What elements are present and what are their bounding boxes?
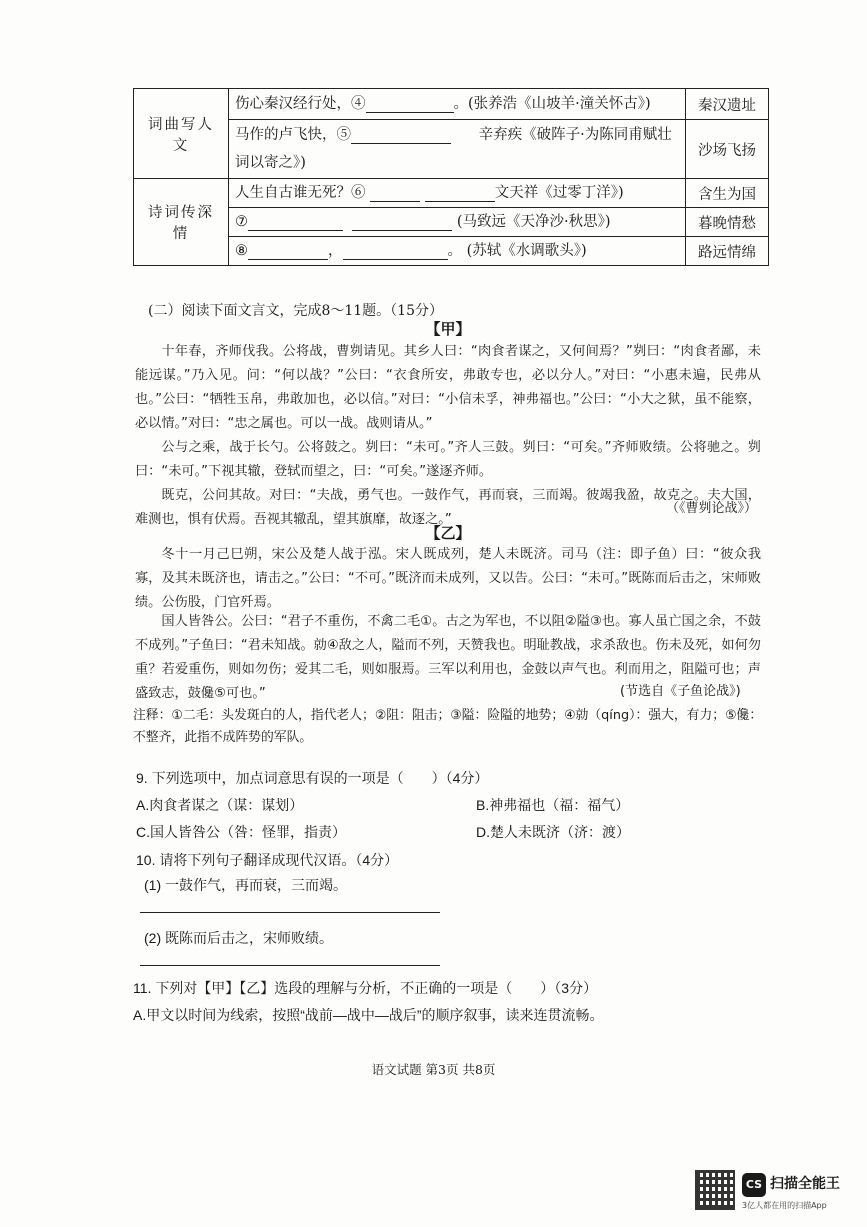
table-row <box>134 89 769 120</box>
qr-code-icon <box>695 1170 735 1210</box>
option-b[interactable]: B.神弗福也（福：福气） <box>476 797 630 813</box>
section-title: (二）阅读下面文言文，完成8～11题。（15分） <box>148 303 443 319</box>
passage-paragraph: 国人皆咎公。公曰：“君子不重伤，不禽二毛①。古之为军也，不以阻②隘③也。寡人虽亡国之余，不鼓不成列。”子鱼曰：“君未知战。勍④敌之人，隘而不列，天赞我也。明耻教战，求杀敌也。伤未及死，如何勿重？若爱重伤，则如勿伤；爱其二毛，则如服焉。三军以利用也，金鼓以声气也。利而用之，阻隘可也；声盛致志，鼓儳⑤可也。” <box>135 614 761 701</box>
page-footer: 语文试题 第3页 共8页 <box>371 1062 496 1077</box>
passage-source: (节选自《子鱼论战》) <box>620 684 741 699</box>
question-10: 10. 请将下列句子翻译成现代汉语。（4分） <box>136 852 399 868</box>
passage-paragraph: 十年春，齐师伐我。公将战，曹刿请见。其乡人曰：“肉食者谋之，又何间焉？”刿曰：“肉食者鄙，未能远谋。”乃入见。问：“何以战？”公曰：“衣食所安，弗敢专也，必以分人。”对曰：“小惠未遍，民弗从也。”公曰：“牺牲玉帛，弗敢加也，必以信。”对曰：“小信未孚，神弗福也。”公曰：“小大之狱，虽不能察，必以情。”对曰：“忠之属也。可以一战。战则请从。” <box>135 344 761 431</box>
fill-blank[interactable] <box>370 185 420 202</box>
answer-line[interactable] <box>140 965 440 966</box>
question-9: 9. 下列选项中，加点词意思有误的一项是（ ）（4分） <box>136 770 489 786</box>
passage-paragraph: 公与之乘，战于长勺。公将鼓之。刿曰：“未可。”齐人三鼓。刿曰：“可矣。”齐师败绩。公将驰之。刿曰：“未可。”下视其辙，登轼而望之，曰：“可矣。”遂逐齐师。 <box>135 440 761 479</box>
fill-blank[interactable] <box>352 214 452 231</box>
passage-jia-label: 【甲】 <box>425 320 471 338</box>
theme-cell: 暮晚情愁 <box>686 208 769 237</box>
poem-line-cell: ⑧ ， 。 (苏轼《水调歌头》) <box>229 237 686 266</box>
answer-line[interactable] <box>140 912 440 913</box>
camscanner-logo-icon: CS <box>742 1173 766 1197</box>
fill-blank[interactable] <box>351 127 451 144</box>
option-d[interactable]: D.楚人未既济（济：渡） <box>476 824 630 840</box>
poem-line-cell: ⑦ (马致远《天净沙·秋思》) <box>229 208 686 237</box>
watermark-name: 扫描全能王 <box>770 1176 840 1192</box>
category-cell: 诗词传深情 <box>134 179 229 266</box>
table-row <box>134 120 769 179</box>
question-10-item-2: (2) 既陈而后击之，宋师败绩。 <box>144 930 333 946</box>
poem-table <box>133 88 769 266</box>
poem-line-cell: 人生自古谁无死？⑥ 文天祥《过零丁洋》) <box>229 179 686 208</box>
question-10-item-1: (1) 一鼓作气，再而衰，三而竭。 <box>144 877 347 893</box>
table-row <box>134 237 769 266</box>
option-c[interactable]: C.国人皆咎公（咎：怪罪，指责） <box>136 824 346 840</box>
fill-blank[interactable] <box>425 185 495 202</box>
table-row <box>134 179 769 208</box>
category-cell: 词曲写人文 <box>134 89 229 179</box>
fill-blank[interactable] <box>343 243 448 260</box>
fill-blank[interactable] <box>248 243 328 260</box>
theme-cell: 路远情绵 <box>686 237 769 266</box>
watermark-subtitle: 3亿人都在用的扫描App <box>742 1201 827 1210</box>
option-a[interactable]: A.肉食者谋之（谋：谋划） <box>136 797 304 813</box>
passage-yi-label: 【乙】 <box>425 524 471 542</box>
passage-paragraph: 冬十一月己巳朔，宋公及楚人战于泓。宋人既成列，楚人未既济。司马（注：即子鱼）曰：“彼众我寡，及其未既济也，请击之。”公曰：“不可。”既济而未成列，又以告。公曰：“未可。”既陈而后击之，宋师败绩。公伤股，门官歼焉。 <box>135 547 761 610</box>
fill-blank[interactable] <box>248 214 343 231</box>
theme-cell: 含生为国 <box>686 179 769 208</box>
option-a[interactable]: A.甲文以时间为线索，按照“战前—战中—战后”的顺序叙事，读来连贯流畅。 <box>133 1007 604 1023</box>
theme-cell: 秦汉遗址 <box>686 89 769 120</box>
table-row <box>134 208 769 237</box>
poem-line-cell: 伤心秦汉经行处，④ 。(张养浩《山坡羊·潼关怀古》) <box>229 89 686 120</box>
fill-blank[interactable] <box>366 96 454 113</box>
passage-paragraph: 既克，公问其故。对曰：“夫战，勇气也。一鼓作气，再而衰，三而竭。彼竭我盈，故克之。夫大国，难测也，惧有伏焉。吾视其辙乱，望其旗靡，故逐之。” <box>135 488 761 527</box>
annotation-notes: 注释：①二毛：头发斑白的人，指代老人；②阻：阻击；③隘：险隘的地势；④勍（qíng）：强大，有力；⑤儳：不整齐，此指不成阵势的军队。 <box>133 708 763 745</box>
question-11: 11. 下列对【甲】【乙】选段的理解与分析，不正确的一项是（ ）（3分） <box>133 980 598 996</box>
poem-line-cell: 马作的卢飞快，⑤ 辛弃疾《破阵子·为陈同甫赋壮词以寄之》) <box>229 120 686 179</box>
passage-source: （《曹刿论战》） <box>666 501 758 516</box>
theme-cell: 沙场飞扬 <box>686 120 769 179</box>
